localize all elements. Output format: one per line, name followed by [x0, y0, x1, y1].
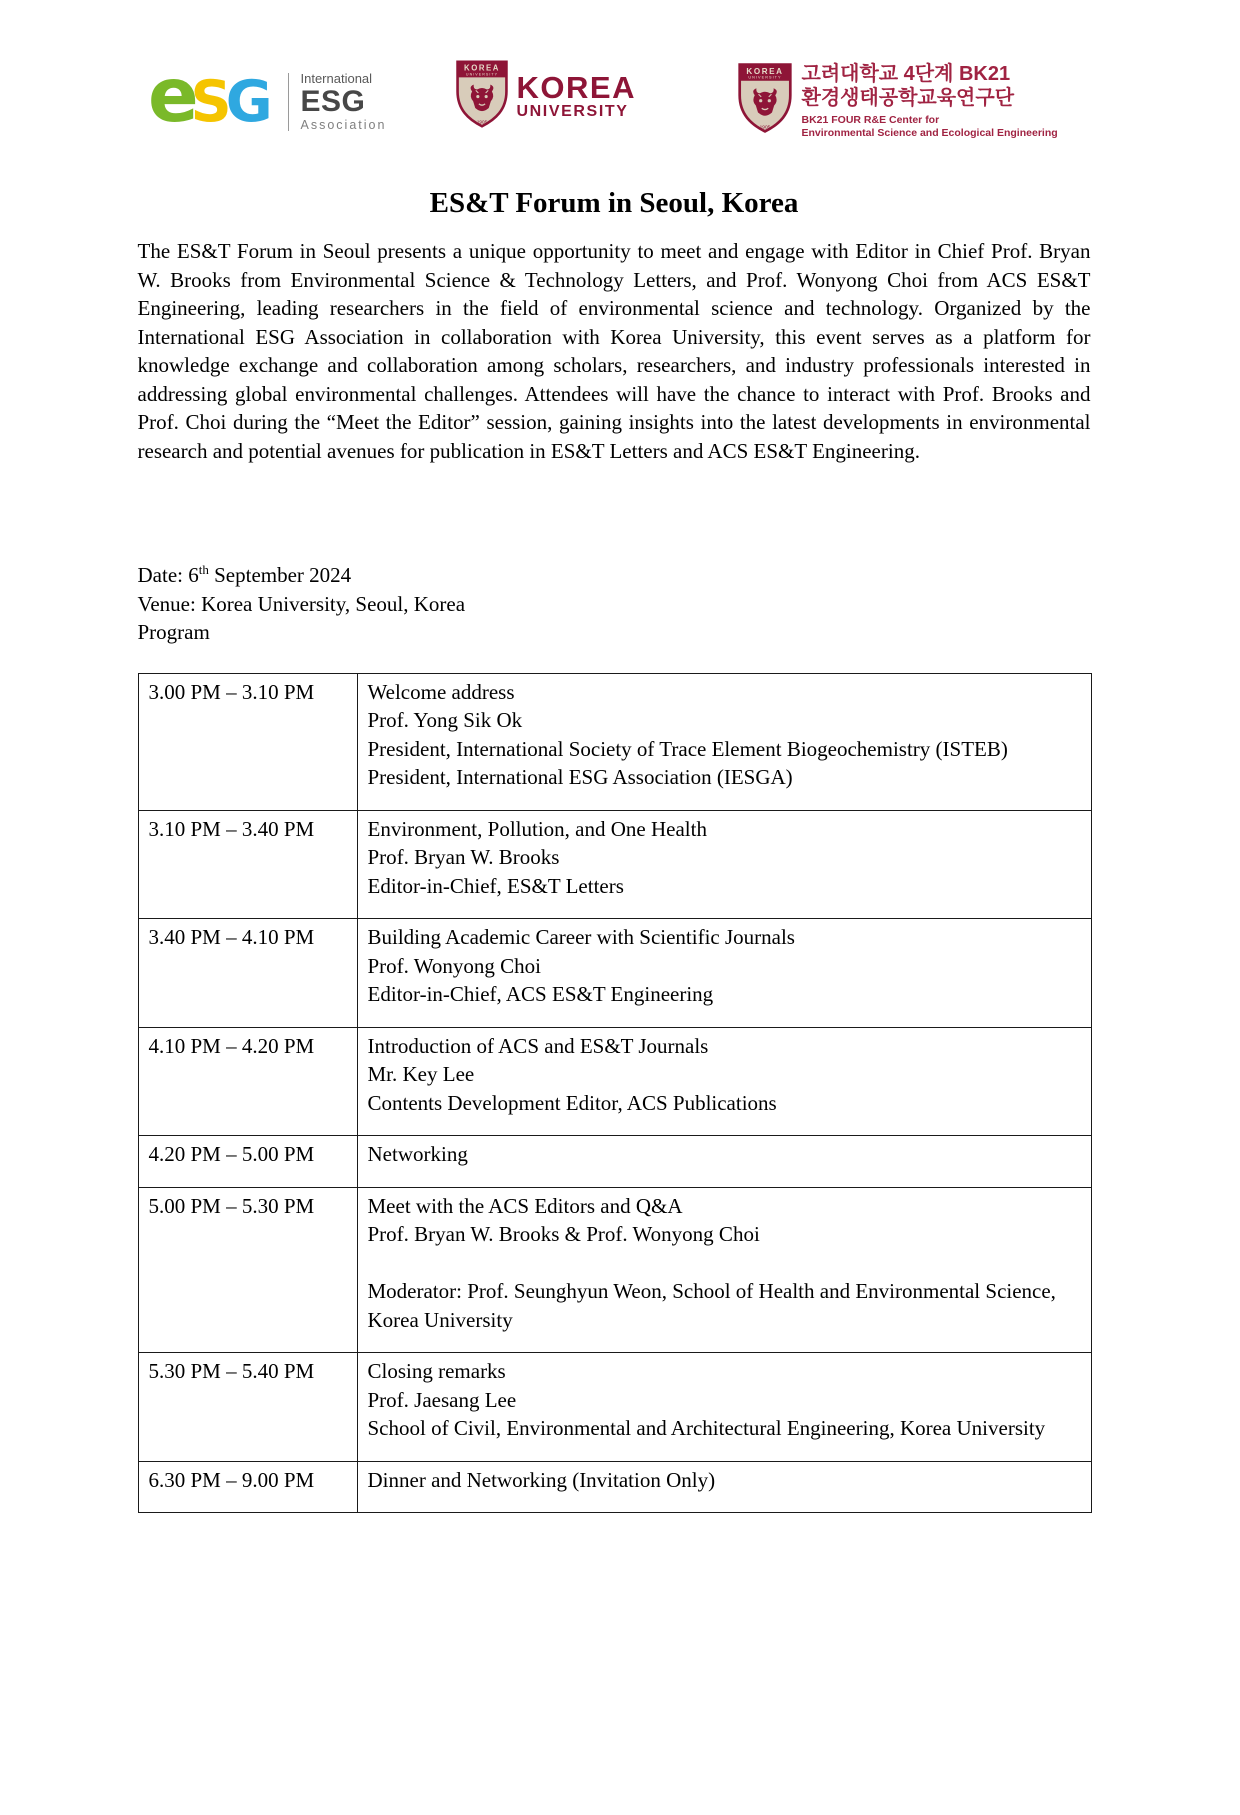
- ku-wordmark-korea: KOREA: [516, 70, 636, 105]
- esg-association-logo: [148, 62, 387, 141]
- session-description-line: Moderator: Prof. Seunghyun Weon, School of Health and Environmental Science, Korea University: [367, 1279, 1056, 1332]
- session-description-line: Contents Development Editor, ACS Publications: [367, 1090, 777, 1115]
- page-title: ES&T Forum in Seoul, Korea: [429, 187, 799, 219]
- session-description-line: Welcome address: [367, 679, 515, 704]
- session-description-line: Networking: [367, 1142, 468, 1166]
- bk21-shield-name: KOREA: [745, 66, 784, 76]
- program-label: Program: [137, 620, 210, 644]
- session-time: 3.40 PM – 4.10 PM: [138, 919, 357, 1028]
- session-description-line: Introduction of ACS and ES&T Journals: [367, 1033, 709, 1058]
- session-description: [357, 1027, 1091, 1136]
- bk21-english-line-1: BK21 FOUR R&E Center for: [801, 114, 940, 126]
- program-table: [138, 673, 1092, 1514]
- ku-shield-name: KOREA: [463, 63, 500, 73]
- session-description-line: Environment, Pollution, and One Health: [367, 816, 707, 841]
- session-description-line: [368, 1249, 1079, 1278]
- session-description-line: Editor-in-Chief, ES&T Letters: [367, 873, 624, 898]
- program-row: [138, 1461, 1091, 1513]
- session-description: [357, 1136, 1091, 1188]
- svg-text:e: e: [147, 62, 199, 136]
- session-description-line: President, International Society of Trace Element Biogeochemistry (ISTEB): [367, 736, 1008, 761]
- intro-paragraph: The ES&T Forum in Seoul presents a unique opportunity to meet and engage with Editor in Chief Prof. Bryan W. Brooks from Environmental Science & Technology Letters, and Prof. Wonyong Choi from ACS ES&T Engineering, leading researchers in the field of environmental science and technology. Organized by the International ESG Association in collaboration with Korea University, this event serves as a platform for knowledge exchange and collaboration among scholars, researchers, and industry professionals interested in addressing global environmental challenges. Attendees will have the chance to interact with Prof. Brooks and Prof. Choi during the “Meet the Editor” session, gaining insights into the latest developments in environmental research and potential avenues for publication in ES&T Letters and ACS ES&T Engineering.: [137, 239, 1091, 463]
- event-date-prefix: Date: 6: [137, 563, 199, 587]
- session-time: 4.10 PM – 4.20 PM: [138, 1027, 357, 1136]
- esg-logo-text: [301, 71, 387, 133]
- session-time: 4.20 PM – 5.00 PM: [138, 1136, 357, 1188]
- bk21-center-logo: [738, 62, 1058, 139]
- event-date-ordinal: th: [198, 562, 209, 577]
- session-description-line: Closing remarks: [367, 1359, 506, 1383]
- session-description-line: Prof. Bryan W. Brooks: [367, 845, 560, 869]
- session-description: [357, 919, 1091, 1028]
- program-row: [138, 673, 1091, 810]
- session-time: 5.30 PM – 5.40 PM: [138, 1353, 357, 1462]
- event-venue-line: Venue: Korea University, Seoul, Korea: [137, 591, 466, 616]
- session-description: [357, 1461, 1091, 1513]
- document-page: [138, 60, 1091, 1513]
- session-description-line: Building Academic Career with Scientific Journals: [367, 925, 795, 949]
- session-description-line: Prof. Yong Sik Ok: [367, 708, 523, 732]
- event-details: [138, 561, 1091, 647]
- session-description-line: President, International ESG Association (IESGA): [367, 765, 793, 789]
- program-row: [138, 1353, 1091, 1462]
- session-description-line: Editor-in-Chief, ACS ES&T Engineering: [367, 982, 714, 1006]
- program-row: [138, 810, 1091, 919]
- esg-logo-line-international: International: [300, 70, 373, 86]
- korea-university-logo: [456, 60, 636, 133]
- esg-logo-icon: [148, 62, 280, 141]
- session-time: 5.00 PM – 5.30 PM: [138, 1187, 357, 1353]
- session-description-line: School of Civil, Environmental and Architectural Engineering, Korea University: [367, 1416, 1046, 1440]
- session-time: 6.30 PM – 9.00 PM: [138, 1461, 357, 1513]
- session-description-line: Dinner and Networking (Invitation Only): [367, 1467, 716, 1492]
- session-time: 3.10 PM – 3.40 PM: [138, 810, 357, 919]
- bk21-logo-text: [802, 62, 1058, 139]
- esg-logo-line-esg: ESG: [300, 84, 366, 118]
- program-row: [138, 919, 1091, 1028]
- program-row: [138, 1187, 1091, 1353]
- bk21-korean-line-1: 고려대학교 4단계 BK21: [801, 63, 1011, 85]
- session-time: 3.00 PM – 3.10 PM: [138, 673, 357, 810]
- logo-band: [138, 60, 1091, 140]
- session-description: [357, 673, 1091, 810]
- esg-logo-divider: [288, 73, 289, 131]
- event-date-line: [138, 561, 1091, 590]
- program-table-body: [138, 673, 1091, 1513]
- bk21-shield-icon: [738, 63, 792, 138]
- esg-logo-line-association: Association: [300, 117, 387, 132]
- ku-shield-sub: UNIVERSITY: [465, 72, 498, 77]
- session-description-line: Mr. Key Lee: [367, 1062, 475, 1086]
- korea-university-wordmark: [517, 72, 636, 121]
- svg-text:S: S: [190, 69, 232, 135]
- bk21-shield-year: 1905: [759, 125, 770, 131]
- program-row: [138, 1027, 1091, 1136]
- svg-text:G: G: [225, 69, 273, 135]
- session-description-line: Prof. Bryan W. Brooks & Prof. Wonyong Choi: [367, 1222, 760, 1246]
- session-description-line: Prof. Jaesang Lee: [367, 1387, 517, 1412]
- program-row: [138, 1136, 1091, 1188]
- ku-wordmark-university: UNIVERSITY: [516, 103, 629, 120]
- bk21-english-line-2: Environmental Science and Ecological Engineering: [801, 126, 1058, 139]
- event-date-rest: September 2024: [208, 563, 352, 587]
- korea-university-shield-icon: [456, 60, 508, 133]
- session-description: [357, 1353, 1091, 1462]
- session-description: [357, 1187, 1091, 1353]
- ku-shield-year: 1905: [476, 119, 487, 125]
- bk21-korean-line-2: 환경생태공학교육연구단: [801, 87, 1015, 109]
- bk21-shield-sub: UNIVERSITY: [747, 75, 782, 80]
- session-description: [357, 810, 1091, 919]
- session-description-line: Meet with the ACS Editors and Q&A: [367, 1193, 683, 1218]
- session-description-line: Prof. Wonyong Choi: [367, 953, 542, 978]
